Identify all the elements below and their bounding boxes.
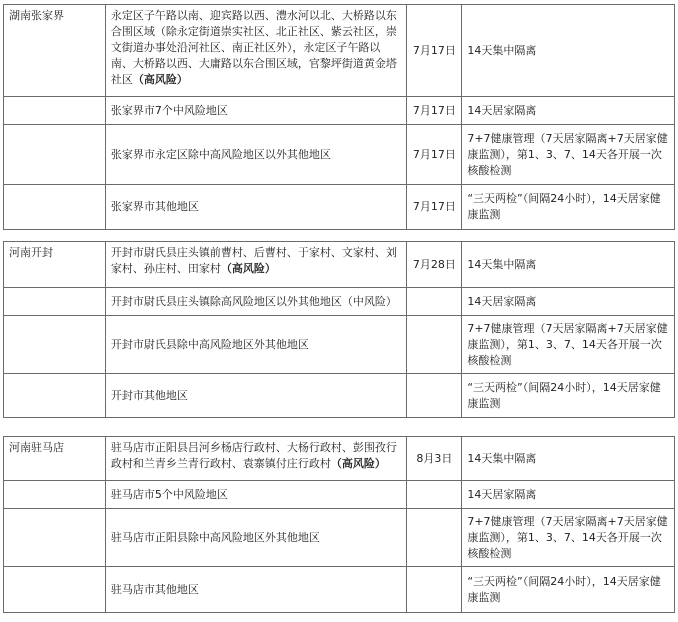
table-row bbox=[4, 374, 675, 418]
area-description: 开封市其他地区 bbox=[106, 374, 408, 418]
section-table-kaifeng bbox=[3, 241, 675, 418]
area-description: 驻马店市5个中风险地区 bbox=[106, 481, 408, 509]
effective-date bbox=[407, 481, 462, 509]
region-cell-empty bbox=[4, 288, 106, 316]
table-row bbox=[4, 509, 675, 567]
area-description: 驻马店市正阳县吕河乡杨店行政村、大杨行政村、彭围孜行政村和兰青乡兰青行政村、袁寨镇付庄行政村（高风险） bbox=[106, 437, 408, 481]
control-measure: “三天两检”（间隔24小时），14天居家健康监测 bbox=[462, 374, 675, 418]
table-row bbox=[4, 185, 675, 230]
risk-level-tag: （高风险） bbox=[220, 262, 276, 275]
area-description: 驻马店市正阳县除中高风险地区外其他地区 bbox=[106, 509, 408, 567]
region-name: 湖南张家界 bbox=[4, 5, 106, 97]
control-measure: “三天两检”（间隔24小时），14天居家健康监测 bbox=[462, 567, 675, 613]
effective-date: 7月17日 bbox=[407, 125, 462, 185]
risk-level-tag: （高风险） bbox=[132, 73, 188, 86]
region-name: 河南驻马店 bbox=[4, 437, 106, 481]
control-measure: 14天集中隔离 bbox=[462, 5, 675, 97]
table-row bbox=[4, 97, 675, 125]
effective-date: 7月17日 bbox=[407, 5, 462, 97]
table-row bbox=[4, 242, 675, 288]
effective-date: 7月28日 bbox=[407, 242, 462, 288]
effective-date bbox=[407, 567, 462, 613]
effective-date: 7月17日 bbox=[407, 97, 462, 125]
area-description: 开封市尉氏县庄头镇前曹村、后曹村、于家村、文家村、刘家村、孙庄村、田家村（高风险） bbox=[106, 242, 408, 288]
risk-level-tag: （高风险） bbox=[330, 457, 386, 470]
effective-date bbox=[407, 288, 462, 316]
control-measure: 14天集中隔离 bbox=[462, 242, 675, 288]
control-measure: 14天居家隔离 bbox=[462, 481, 675, 509]
area-description: 张家界市永定区除中高风险地区以外其他地区 bbox=[106, 125, 408, 185]
region-cell-empty bbox=[4, 509, 106, 567]
effective-date bbox=[407, 374, 462, 418]
table-row bbox=[4, 567, 675, 613]
region-cell-empty bbox=[4, 185, 106, 230]
table-row bbox=[4, 125, 675, 185]
control-measure: 14天居家隔离 bbox=[462, 288, 675, 316]
region-cell-empty bbox=[4, 316, 106, 374]
area-description: 开封市尉氏县除中高风险地区外其他地区 bbox=[106, 316, 408, 374]
table-row bbox=[4, 316, 675, 374]
section-table-zhangjiajie bbox=[3, 4, 675, 230]
region-cell-empty bbox=[4, 374, 106, 418]
table-row bbox=[4, 481, 675, 509]
control-measure: 7+7健康管理（7天居家隔离+7天居家健康监测），第1、3、7、14天各开展一次核酸检测 bbox=[462, 316, 675, 374]
control-measure: 7+7健康管理（7天居家隔离+7天居家健康监测），第1、3、7、14天各开展一次核酸检测 bbox=[462, 125, 675, 185]
region-cell-empty bbox=[4, 567, 106, 613]
region-cell-empty bbox=[4, 125, 106, 185]
control-measure: “三天两检”（间隔24小时），14天居家健康监测 bbox=[462, 185, 675, 230]
region-cell-empty bbox=[4, 97, 106, 125]
area-description: 张家界市7个中风险地区 bbox=[106, 97, 408, 125]
effective-date bbox=[407, 316, 462, 374]
section-table-zhumadian bbox=[3, 436, 675, 613]
area-description: 永定区子午路以南、迎宾路以西、澧水河以北、大桥路以东合围区域（除永定街道崇实社区、北正社区、紫云社区，崇文街道办事处沿河社区、南正社区外），永定区子午路以南、大桥路以西、大庸路以东合围区域，官黎坪街道黄金塔社区（高风险） bbox=[106, 5, 408, 97]
effective-date bbox=[407, 509, 462, 567]
area-description: 驻马店市其他地区 bbox=[106, 567, 408, 613]
area-description: 开封市尉氏县庄头镇除高风险地区以外其他地区（中风险） bbox=[106, 288, 408, 316]
control-measure: 7+7健康管理（7天居家隔离+7天居家健康监测），第1、3、7、14天各开展一次核酸检测 bbox=[462, 509, 675, 567]
region-cell-empty bbox=[4, 481, 106, 509]
control-measure: 14天居家隔离 bbox=[462, 97, 675, 125]
table-row bbox=[4, 288, 675, 316]
region-name: 河南开封 bbox=[4, 242, 106, 288]
area-description: 张家界市其他地区 bbox=[106, 185, 408, 230]
table-row bbox=[4, 5, 675, 97]
control-measure: 14天集中隔离 bbox=[462, 437, 675, 481]
effective-date: 8月3日 bbox=[407, 437, 462, 481]
effective-date: 7月17日 bbox=[407, 185, 462, 230]
table-row bbox=[4, 437, 675, 481]
